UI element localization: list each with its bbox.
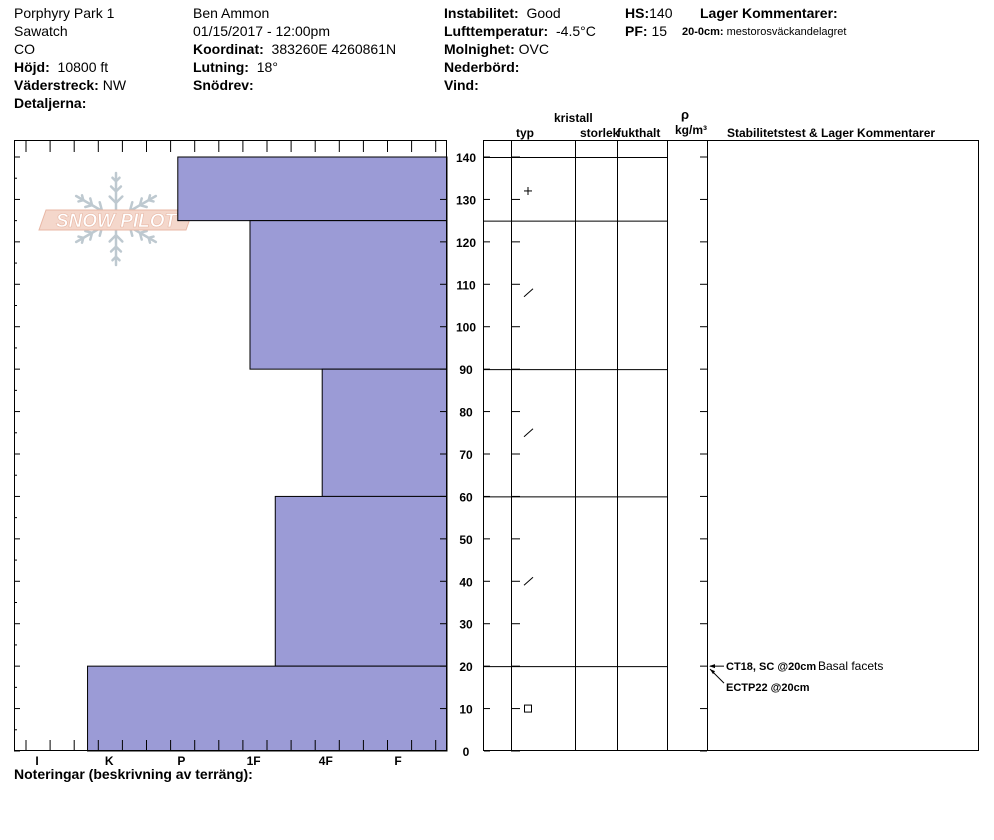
snowflake-branch xyxy=(82,238,83,243)
observation-datetime: 01/15/2017 - 12:00pm xyxy=(193,23,330,39)
layer-table-columns xyxy=(512,141,708,751)
depth-label-80: 80 xyxy=(459,405,473,420)
state: CO xyxy=(14,41,35,57)
column-header-stability: Stabilitetstest & Lager Kommentarer xyxy=(727,126,936,140)
details: Detaljerna: xyxy=(14,95,87,111)
mountain-range: Sawatch xyxy=(14,23,68,39)
column-header-moisture: fukthalt xyxy=(617,126,661,140)
depth-label-0: 0 xyxy=(462,745,470,759)
depth-label-110: 110 xyxy=(456,278,476,293)
stability-arrow-head xyxy=(709,664,715,668)
column-header-size: storlek xyxy=(580,126,620,140)
hardness-label-1F: 1F xyxy=(246,754,261,768)
hardness-label-4F: 4F xyxy=(318,754,333,768)
depth-label-30: 30 xyxy=(459,617,473,632)
depth-label-10: 10 xyxy=(459,702,473,717)
hardness-layer-1 xyxy=(178,157,447,221)
notes-label: Noteringar (beskrivning av terräng): xyxy=(14,766,253,782)
depth-label-140: 140 xyxy=(455,151,477,165)
observer-name: Ben Ammon xyxy=(193,5,270,21)
snowpilot-logo xyxy=(39,173,193,265)
snow-height: HS:140 xyxy=(625,5,673,21)
crystal-symbols xyxy=(524,187,533,712)
layer-comment-entry: 20-0cm: mestorosväckandelagret xyxy=(682,26,847,38)
elevation: Höjd: 10800 ft xyxy=(14,59,109,75)
depth-label-130: 130 xyxy=(455,193,477,208)
depth-label-40: 40 xyxy=(459,575,473,590)
crystal-symbol-slash xyxy=(524,577,533,585)
hardness-layer-5 xyxy=(88,666,447,751)
aspect: Väderstreck: NW xyxy=(14,77,127,93)
precipitation: Nederbörd: xyxy=(444,59,520,75)
depth-label-90: 90 xyxy=(459,363,473,378)
sky-cover: Molnighet: OVC xyxy=(444,41,549,57)
hardness-label-P: P xyxy=(177,754,186,768)
crystal-symbol-slash xyxy=(524,289,533,297)
depth-label-20: 20 xyxy=(459,660,473,675)
column-header-density: kg/m³ xyxy=(675,123,708,137)
crystal-symbol-slash xyxy=(524,429,533,437)
snowflake-branch xyxy=(149,195,150,200)
layer-comments-header: Lager Kommentarer: xyxy=(700,5,838,21)
column-header-rho: ρ xyxy=(681,107,690,122)
column-header-type: typ xyxy=(516,126,534,140)
logo-text: SNOW PILOT xyxy=(55,211,177,232)
depth-label-100: 100 xyxy=(455,320,477,335)
coordinates: Koordinat: 383260E 4260861N xyxy=(193,41,397,57)
instability: Instabilitet: Good xyxy=(444,5,561,21)
crystal-symbol-square xyxy=(525,705,532,712)
hardness-layer-4 xyxy=(275,496,447,666)
stability-test-comment: Basal facets xyxy=(818,659,884,674)
depth-label-70: 70 xyxy=(459,448,473,462)
stability-tests xyxy=(709,659,883,694)
hardness-label-I: I xyxy=(35,754,39,768)
snowflake-branch xyxy=(85,205,92,207)
wind: Vind: xyxy=(444,77,479,93)
column-header-crystal: kristall xyxy=(554,111,593,125)
snowflake-branch xyxy=(149,237,154,238)
penetration-foot: PF: 15 xyxy=(625,23,668,39)
hardness-layers xyxy=(88,157,447,751)
snowflake-branch xyxy=(79,200,84,201)
stability-test-label: CT18, SC @20cm xyxy=(726,661,817,674)
hardness-label-K: K xyxy=(104,754,114,768)
stability-test-label: ECTP22 @20cm xyxy=(726,682,810,695)
snowflake-branch xyxy=(140,198,142,205)
snow-drift: Snödrev: xyxy=(193,77,254,93)
hardness-label-F: F xyxy=(394,754,402,768)
depth-label-50: 50 xyxy=(459,532,473,547)
hardness-layer-2 xyxy=(250,221,447,370)
slope-angle: Lutning: 18° xyxy=(193,59,278,75)
air-temperature: Lufttemperatur: -4.5°C xyxy=(444,23,596,39)
snowflake-branch xyxy=(90,233,92,240)
layer-table-frame xyxy=(484,141,979,751)
location-name: Porphyry Park 1 xyxy=(14,5,115,21)
depth-label-120: 120 xyxy=(455,235,477,250)
hardness-layer-3 xyxy=(322,369,447,496)
depth-label-60: 60 xyxy=(459,490,473,505)
